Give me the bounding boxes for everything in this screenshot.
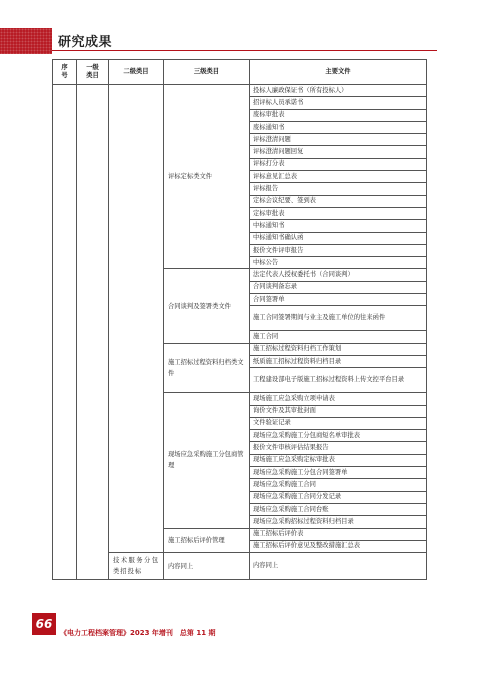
main-file-cell: 评标澄清问题回复 bbox=[250, 146, 427, 158]
archive-classification-table bbox=[52, 59, 427, 580]
level3-category-cell: 现场应急采购施工分包商管理 bbox=[164, 393, 250, 528]
level3-category-cell: 施工招标后评价管理 bbox=[164, 528, 250, 553]
table-body bbox=[53, 85, 427, 580]
col-header-index: 序 号 bbox=[53, 60, 77, 85]
level2-cell bbox=[109, 85, 164, 553]
level3-category-cell: 评标定标类文件 bbox=[164, 85, 250, 269]
main-file-cell: 现场应急采购施工分包商短名单审批表 bbox=[250, 430, 427, 442]
main-file-cell: 中标公告 bbox=[250, 257, 427, 269]
main-file-cell: 询价文件及其审批封面 bbox=[250, 405, 427, 417]
main-file-cell: 合同谈判备忘录 bbox=[250, 281, 427, 293]
col-header-level2: 二级类目 bbox=[109, 60, 164, 85]
header-rule bbox=[52, 50, 437, 51]
main-file-cell: 施工合同签署期间与业主及施工单位的往来函件 bbox=[250, 306, 427, 331]
main-file-cell: 评标意见汇总表 bbox=[250, 171, 427, 183]
main-file-cell: 中标通知书 bbox=[250, 220, 427, 232]
main-file-cell-tech-service: 内容同上 bbox=[250, 553, 427, 580]
main-file-cell: 现场应急采购施工合同 bbox=[250, 479, 427, 491]
main-file-cell: 定标审批表 bbox=[250, 207, 427, 219]
main-file-cell: 工程建设部电子版施工招标过程资料上传文控平台目录 bbox=[250, 368, 427, 393]
level1-cell bbox=[77, 85, 109, 580]
col-header-main-files: 主要文件 bbox=[250, 60, 427, 85]
main-file-cell: 施工招标后评价表 bbox=[250, 528, 427, 540]
main-file-cell: 合同签署单 bbox=[250, 294, 427, 306]
main-file-cell: 废标审批表 bbox=[250, 109, 427, 121]
main-file-cell: 定标会议纪要、签到表 bbox=[250, 195, 427, 207]
header-accent-block bbox=[0, 28, 52, 54]
main-file-cell: 现场应急采购施工合同台账 bbox=[250, 503, 427, 515]
main-file-cell: 评标报告 bbox=[250, 183, 427, 195]
table-row-tech-service bbox=[53, 553, 427, 580]
main-file-cell: 施工招标过程资料归档工作策划 bbox=[250, 343, 427, 355]
main-file-cell: 报价文件审核评估结果报告 bbox=[250, 442, 427, 454]
main-file-cell: 现场应急采购施工合同分发记录 bbox=[250, 491, 427, 503]
section-title: 研究成果 bbox=[58, 35, 113, 50]
main-file-cell: 文件验证记录 bbox=[250, 417, 427, 429]
journal-info: 《电力工程档案管理》2023 年增刊 总第 11 期 bbox=[60, 629, 216, 637]
level3-category-cell: 合同谈判及签署类文件 bbox=[164, 269, 250, 343]
main-file-cell: 现场应急采购施工分包合同签署单 bbox=[250, 467, 427, 479]
level2-cell-tech-service: 技术服务分包类招投标 bbox=[109, 553, 164, 580]
table-header-row bbox=[53, 60, 427, 85]
main-file-cell: 现场施工应急采购立项申请表 bbox=[250, 393, 427, 405]
index-cell bbox=[53, 85, 77, 580]
main-file-cell: 中标通知书确认函 bbox=[250, 232, 427, 244]
main-file-cell: 报价文件评审报告 bbox=[250, 244, 427, 256]
main-file-cell: 招评标人员承诺书 bbox=[250, 97, 427, 109]
main-file-cell: 施工合同 bbox=[250, 331, 427, 343]
main-file-cell: 施工招标后评价意见及整改措施汇总表 bbox=[250, 540, 427, 552]
main-file-cell: 现场施工应急采购定标审批表 bbox=[250, 454, 427, 466]
table-row bbox=[53, 85, 427, 97]
main-file-cell: 投标人廉政保证书（所有投标人） bbox=[250, 85, 427, 97]
col-header-level3: 三级类目 bbox=[164, 60, 250, 85]
main-file-cell: 评标打分表 bbox=[250, 158, 427, 170]
col-header-level1: 一级 类目 bbox=[77, 60, 109, 85]
main-file-cell: 纸质施工招标过程资料归档目录 bbox=[250, 355, 427, 367]
page-number: 66 bbox=[32, 613, 56, 635]
level3-category-cell: 施工招标过程资料归档类文件 bbox=[164, 343, 250, 393]
main-file-cell: 评标澄清问题 bbox=[250, 134, 427, 146]
level3-cell-tech-service: 内容同上 bbox=[164, 553, 250, 580]
main-file-cell: 法定代表人授权委托书（合同谈判） bbox=[250, 269, 427, 281]
main-file-cell: 废标通知书 bbox=[250, 121, 427, 133]
main-file-cell: 现场应急采购招标过程资料归档目录 bbox=[250, 516, 427, 528]
